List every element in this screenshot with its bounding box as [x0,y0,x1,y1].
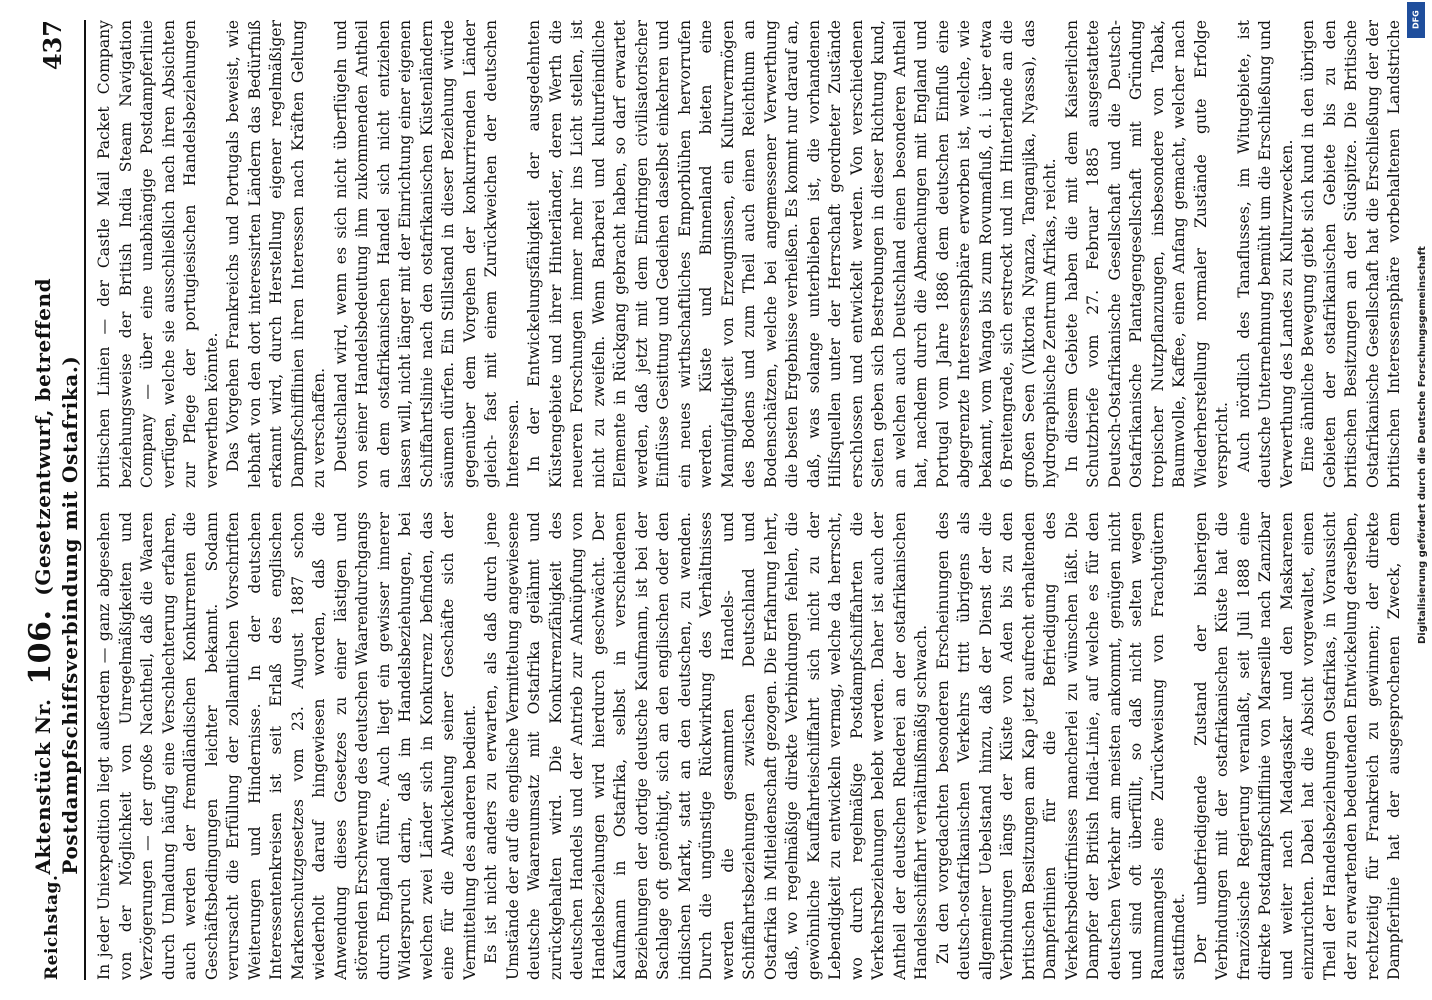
dfg-logo: DFG [1407,2,1425,38]
digitization-credit [1406,0,1428,1000]
paragraph: Deutschland wird, wenn es sich nicht überflügeln und von seiner Handelsbedeutung ihm zukommenden Antheil an dem ostafrikanischen Handel sich nicht entziehen lassen will, nicht länger mit der Einrichtung einer eigenen Schiffahrtslinie nach den ostafrikanischen Küstenländern säumen dürfen. Ein Stillstand in dieser Beziehung würde gegenüber dem Vorgehen der konkurrirenden Länder gleich- fast mit einem Zurückweichen der deutschen Interessen. [331,20,522,488]
header-prefix: Aktenstück Nr. [30,698,55,875]
credit-text: Digitalisierung gefördert durch die Deutsche Forschungsgemeinschaft [1417,246,1428,644]
column-right [94,20,1404,488]
page-header [20,20,86,980]
rotated-page [20,20,1412,980]
paragraph: Das Vorgehen Frankreichs und Portugals beweist, wie lebhaft von den dort interessirten Ländern das Bedürfniß erkannt wird, durch Herstellung eigener regelmäßiger Dampfschifflinien ihren Interessen nach Kräften Geltung zu verschaffen. [224,20,328,488]
header-subject: (Gesetzentwurf, betreffend Postdampfschiffsverbindung mit Ostafrika.) [30,277,82,875]
paragraph: In der Entwickelungsfähigkeit der ausgedehnten Küstengebiete und ihrer Hinterländer, deren Werth die neueren Forschungen immer mehr ins Licht stellen, ist nicht zu zweifeln. Wenn Barbarei und kulturfeindliche Elemente in Rückgang gebracht haben, so darf erwartet werden, daß jetzt mit dem Eindringen civilisatorischer Einflüsse Gesittung und Gedeihen daselbst einkehren und ein neues wirthschaftliches Emporblühen hervorrufen werden. Küste und Binnenland bieten eine Mannigfaltigkeit von Erzeugnissen, ein Kulturvermögen des Bodens und zum Theil auch einen Reichthum an Bodenschätzen, welche bei angemessener Verwerthung die besten Ergebnisse verheißen. Es kommt nur darauf an, daß, was solange unterblieben ist, die vorhandenen Hilfsquellen unter der Herrschaft geordneter Zustände erschlossen und entwickelt werden. Von verschiedenen Seiten geben sich Bestrebungen in dieser Richtung kund, an welchen auch Deutschland einen besonderen Antheil hat, nachdem durch die Abmachungen mit England und Portugal vom Jahre 1886 dem deutschen Einfluß eine abgegrenzte Interessensphäre erworben ist, welche, wie bekannt, vom Wanga bis zum Rovumafluß, d. i. über etwa 6 Breitengrade, sich erstreckt und im Hinterlande an die großen Seen (Viktoria Nyanza, Tanganjika, Nyassa), das hydrographische Zentrum Afrikas, reicht. [525,20,1059,488]
header-number: 106. [22,609,58,685]
header-reichstag: Reichstag. [42,874,62,980]
page-number: 437 [37,20,67,71]
text-columns [94,20,1404,980]
paragraph: Auch nördlich des Tanaflusses, im Witugebiete, ist deutsche Unternehmung bemüht um die Erschließung und Verwerthung des Landes zu Kulturzwecken. [1234,20,1296,488]
paragraph: Eine ähnliche Bewegung giebt sich kund in den übrigen Gebieten der ostafrikanischen Gebiete bis zu den britischen Besitzungen an der Südspitze. Die Britische Ostafrikanische Gesellschaft hat die Erschließung der der britischen Interessensphäre vorbehaltenen Landstriche [1299,20,1403,488]
paragraph: britischen Linien — der Castle Mail Packet Company beziehungsweise der British India Steam Navigation Company — über eine unabhängige Postdampferlinie verfügen, welche sie ausschließlich nach ihren Absichten zur Pflege der portugiesischen Handelsbeziehungen verwerthen könnte. [95,20,221,488]
header-title [23,70,82,875]
paragraph: Der unbefriedigende Zustand der bisherigen Verbindungen mit der ostafrikanischen Küste hat die französische Regierung veranlaßt, seit Juli 1888 eine direkte Postdampfschifflinie von Marseille nach Zanzibar und weiter nach Madagaskar und den Maskarenen einzurichten. Dabei hat die Absicht vorgewaltet, einen Theil der Handelsbeziehungen Ostafrikas, in Voraussicht der zu erwartenden bedeutenden Entwickelung derselben, rechtzeitig für Frankreich zu gewinnen; der direkte Dampferlinie hat der ausgesprochenen Zweck, dem [1191,512,1403,980]
column-left [94,512,1404,980]
paragraph: In diesem Gebiete haben die mit dem Kaiserlichen Schutzbriefe vom 27. Februar 1885 ausgestattete Deutsch-Ostafrikanische Gesellschaft und die Deutsch-Ostafrikanische Plantagengesellschaft mit Gründung tropischer Nutzpflanzungen, insbesondere von Tabak, Baumwolle, Kaffee, einen Anfang gemacht, welcher nach Wiederherstellung normaler Zustände gute Erfolge verspricht. [1062,20,1231,488]
paragraph: Zu den vorgedachten besonderen Erscheinungen des deutsch-ostafrikanischen Verkehrs tritt übrigens als allgemeiner Uebelstand hinzu, daß der Dienst der die Verbindungen längs der Küste von Aden bis zu den britischen Besitzungen am Kap jetzt aufrecht erhaltenden Dampferlinien für die Befriedigung des Verkehrsbedürfnisses mancherlei zu wünschen läßt. Die Dampfer der British India-Linie, auf welche es für den deutschen Verkehr am meisten ankommt, genügen nicht und sind oft überfüllt, so daß nicht selten wegen Raummangels eine Zurückweisung von Frachtgütern stattfindet. [933,512,1188,980]
paragraph: In jeder Uniexpedition liegt außerdem — ganz abgesehen von der Möglichkeit von Unregelmäßigkeiten und Verzögerungen — der große Nachtheil, daß die Waaren durch Umladung häufig eine Verschlechterung erfahren, auch werden der fremdländischen Konkurrenten die Geschäftsbedingungen leichter bekannt. Sodann verursacht die Erfüllung der zollamtlichen Vorschriften Weiterungen und Hindernisse. In der deutschen Interessentenkreisen ist seit Erlaß des englischen Markenschutzgesetzes vom 23. August 1887 schon wiederholt darauf hingewiesen worden, daß die Anwendung dieses Gesetzes zu einer lästigen und störenden Erschwerung des deutschen Waarendurchgangs durch England führe. Auch liegt ein gewisser innerer Widerspruch darin, daß im Handelsbeziehungen, bei welchen zwei Länder sich in Konkurrenz befinden, das eine für die Abwickelung seiner Geschäfte sich der Vermittelung des anderen bedient. [95,512,479,980]
paragraph: Es ist nicht anders zu erwarten, als daß durch jene Umstände der auf die englische Vermittelung angewiesene deutsche Waarenumsatz mit Ostafrika gelähmt und zurückgehalten wird. Die Konkurrenzfähigkeit des deutschen Handels und der Antrieb zur Anknüpfung von Handelsbeziehungen wird hierdurch geschwächt. Der Kaufmann in Ostafrika, selbst in verschiedenen Beziehungen der dortige deutsche Kaufmann, ist bei der Sachlage oft genöthigt, sich an den englischen oder den indischen Markt, statt an den deutschen, zu wenden. Durch die ungünstige Rückwirkung des Verhältnisses werden die gesammten Handels- und Schiffahrtsbeziehungen zwischen Deutschland und Ostafrika in Mitleidenschaft gezogen. Die Erfahrung lehrt, daß, wo regelmäßige direkte Verbindungen fehlen, die gewöhnliche Kauffahrteischiffahrt sich nicht zu der Lebendigkeit zu entwickeln vermag, welche da herrscht, wo durch regelmäßige Postdampfschiffahrten die Verkehrsbeziehungen belebt werden. Daher ist auch der Antheil der deutschen Rhederei an der ostafrikanischen Handelsschiffahrt verhältnißmäßig schwach. [482,512,930,980]
